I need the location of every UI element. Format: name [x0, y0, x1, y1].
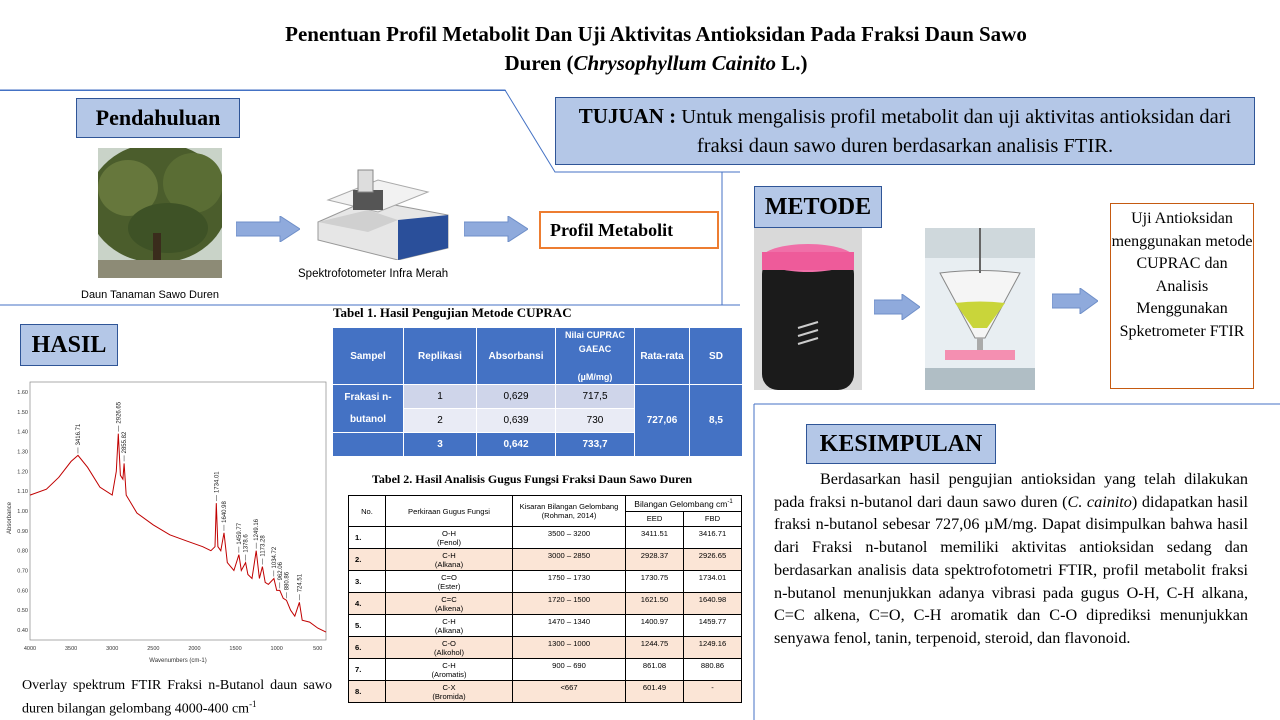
peak-label: 2926.65 — [116, 401, 123, 424]
gugus-sub: (Bromida) — [432, 691, 466, 701]
spectrum-x-axis-label: Wavenumbers (cm-1) — [149, 658, 207, 664]
instrument-caption: Spektrofotometer Infra Merah — [298, 268, 449, 280]
x-tick-label: 3500 — [64, 646, 78, 652]
table-cell: 1621.50 — [626, 593, 684, 615]
mean-cell: 727,06 — [635, 385, 690, 457]
arrow-right-icon — [874, 294, 920, 320]
table-row — [349, 615, 742, 637]
tujuan-label: TUJUAN : — [578, 104, 677, 128]
gugus-sub: (Fenol) — [436, 537, 462, 547]
table-cell: 3500 – 3200 — [513, 527, 626, 549]
gugus-label: C-H — [442, 616, 456, 626]
pendahuluan-header: Pendahuluan — [76, 98, 240, 138]
table-row — [349, 681, 742, 703]
table-cell: 733,7 — [556, 433, 635, 457]
table-header: Perkiraan Gugus Fungsi — [386, 496, 513, 527]
table-cell: 1244.75 — [626, 637, 684, 659]
table-cell: 7. — [349, 659, 386, 681]
tujuan-text: Untuk mengalisis profil metabolit dan uji aktivitas antioksidan dari fraksi daun sawo duren berdasarkan analisis FTIR. — [676, 106, 1232, 157]
table-cell: 4. — [349, 593, 386, 615]
sd-cell: 8,5 — [690, 385, 743, 457]
table-cell: 1 — [404, 385, 477, 409]
x-tick-label: 2500 — [147, 646, 160, 652]
y-tick-label: 0.60 — [17, 588, 28, 595]
jar-illustration — [754, 228, 862, 390]
table-row — [349, 549, 742, 571]
x-tick-label: 3000 — [106, 646, 119, 652]
peak-label: 724.51 — [297, 573, 304, 593]
table-cell: 1459.77 — [684, 615, 742, 637]
table-cell: 0,629 — [477, 385, 556, 409]
profil-metabolit-box: Profil Metabolit — [539, 211, 719, 249]
table-cell — [386, 615, 513, 637]
table-cell: 3. — [349, 571, 386, 593]
title-line-1: Penentuan Profil Metabolit Dan Uji Aktivitas Antioksidan Pada Fraksi Daun Sawo — [285, 22, 1027, 46]
table-cell: 1249.16 — [684, 637, 742, 659]
y-tick-label: 1.20 — [17, 469, 28, 476]
table-cell: 1400.97 — [626, 615, 684, 637]
table-cell: 861.08 — [626, 659, 684, 681]
gugus-label: C=O — [441, 572, 457, 582]
x-tick-label: 500 — [313, 646, 323, 652]
table-cell: 900 – 690 — [513, 659, 626, 681]
y-tick-label: 0.90 — [17, 528, 28, 535]
peak-label: 962.06 — [277, 562, 284, 581]
table-cell: 3000 – 2850 — [513, 549, 626, 571]
funnel-illustration — [925, 228, 1035, 390]
y-tick-label: 1.30 — [17, 449, 28, 456]
y-tick-label: 1.00 — [17, 509, 28, 515]
gugus-sub: (Alkana) — [434, 625, 464, 635]
table-header: Rata-rata — [635, 328, 690, 385]
spectrum-y-axis-label: Absorbance — [7, 501, 13, 535]
peak-label: 1459.77 — [236, 522, 243, 545]
table-cell: 730 — [556, 409, 635, 433]
table-header-row — [349, 496, 742, 512]
table-cell: 1640.98 — [684, 593, 742, 615]
hasil-header: HASIL — [20, 324, 118, 366]
table-row — [349, 637, 742, 659]
table-header: Sampel — [333, 328, 404, 385]
y-tick-label: 1.40 — [17, 429, 28, 436]
table-cell: 2928.37 — [626, 549, 684, 571]
ir-instrument-photo — [308, 160, 458, 260]
y-tick-label: 1.60 — [17, 389, 28, 396]
arrow-right-icon — [1052, 288, 1098, 314]
table-cell: 601.49 — [626, 681, 684, 703]
table1-title: Tabel 1. Hasil Pengujian Metode CUPRAC — [333, 305, 572, 320]
table-header: Nilai CUPRAC GAEAC (µM/mg) — [556, 328, 635, 385]
tree-photo — [98, 148, 222, 278]
table-header: EED — [626, 511, 684, 527]
table-header: Replikasi — [404, 328, 477, 385]
table-cell: 3 — [404, 433, 477, 457]
y-tick-label: 0.40 — [17, 628, 28, 635]
table-cell — [386, 527, 513, 549]
table-cell: 0,642 — [477, 433, 556, 457]
table-cell: 6. — [349, 637, 386, 659]
gugus-fungsi-table — [348, 495, 742, 703]
gugus-label: C-H — [442, 550, 456, 560]
tree-caption: Daun Tanaman Sawo Duren — [81, 289, 219, 301]
tujuan-box — [555, 97, 1255, 165]
peak-label: 2855.82 — [122, 431, 129, 454]
x-tick-label: 2000 — [188, 646, 201, 652]
x-tick-label: 1000 — [270, 646, 283, 652]
table-cell: 717,5 — [556, 385, 635, 409]
table-cell: 1720 – 1500 — [513, 593, 626, 615]
table-row — [349, 593, 742, 615]
gugus-label: O-H — [442, 528, 456, 538]
table-cell: 1750 – 1730 — [513, 571, 626, 593]
table-cell — [386, 593, 513, 615]
table-header: No. — [349, 496, 386, 527]
table-cell: 880.86 — [684, 659, 742, 681]
kesimpulan-text: Berdasarkan hasil pengujian antioksidan yang telah dilakukan pada fraksi n-butanol dari daun sawo duren (C. cainito) didapatkan hasil fraksi n-butanol sebesar 727,06 µM/mg. Dapat disimpulkan bahwa hasil dari Fraksi n-butanol memiliki aktivitas antioksidan sedang dan berdasarkan analisis data spektrofotometri FTIR, profil metabolit fraksi n-butanol menunjukkan adanya vibrasi pada gugus O-H, C-H alkana, C=C alkena, C=O, C-H aromatik dan C-O diprediksi menunjukkan senyawa fenol, tanin, terpenoid, steroid, dan flavonoid. — [774, 470, 1249, 647]
y-tick-label: 0.80 — [17, 548, 28, 555]
cuprac-table — [332, 327, 743, 457]
arrow-right-icon — [236, 216, 300, 242]
peak-label: 1173.28 — [260, 535, 267, 557]
table-cell — [333, 433, 404, 457]
x-tick-label: 4000 — [23, 646, 37, 652]
table-header-row — [333, 328, 743, 385]
table-cell: 1. — [349, 527, 386, 549]
x-tick-label: 1500 — [229, 646, 242, 652]
table-cell: 1300 – 1000 — [513, 637, 626, 659]
gugus-sub: (Alkohol) — [434, 647, 464, 657]
peak-label: 880.86 — [284, 571, 291, 591]
ftir-spectrum-chart — [2, 378, 330, 672]
table-header: SD — [690, 328, 743, 385]
table-row — [333, 385, 743, 409]
table-header: Bilangan Gelombang $cm^{-1}$ — [626, 496, 742, 512]
sample-cell: Frakasi n-butanol — [333, 385, 404, 433]
gugus-sub: (Alkena) — [434, 603, 464, 613]
table-header: Kisaran Bilangan Gelombang (Rohman, 2014) — [513, 496, 626, 527]
table-cell: 5. — [349, 615, 386, 637]
table-cell — [386, 571, 513, 593]
y-tick-label: 0.50 — [17, 608, 28, 615]
spectrometer-illustration — [308, 160, 458, 260]
table-cell: 8. — [349, 681, 386, 703]
peak-label: 3416.71 — [75, 423, 82, 446]
table2-title: Tabel 2. Hasil Analisis Gugus Fungsi Fraksi Daun Sawo Duren — [372, 472, 693, 486]
peak-label: 1249.16 — [254, 518, 261, 541]
table-header: FBD — [684, 511, 742, 527]
table-cell — [386, 637, 513, 659]
peak-label: 1034.72 — [271, 546, 278, 569]
gugus-sub: (Ester) — [437, 581, 461, 591]
peak-label: 1378.6 — [243, 534, 250, 553]
peak-label: 1734.01 — [214, 471, 221, 494]
table-cell — [386, 659, 513, 681]
peak-label: 1640.98 — [221, 501, 228, 523]
gugus-label: C-H — [442, 660, 456, 670]
table-cell: 3416.71 — [684, 527, 742, 549]
table-row — [349, 659, 742, 681]
kesimpulan-header: KESIMPULAN — [806, 424, 996, 464]
table-cell: <667 — [513, 681, 626, 703]
gugus-label: C-X — [442, 682, 456, 692]
table-cell: 2. — [349, 549, 386, 571]
spectrum-caption: Overlay spektrum FTIR Fraksi n-Butanol daun sawo duren bilangan gelombang 4000-400 $cm^{-1}$ — [22, 678, 332, 717]
table-row — [349, 527, 742, 549]
table-header: Absorbansi — [477, 328, 556, 385]
table-cell — [386, 549, 513, 571]
table-cell: 1730.75 — [626, 571, 684, 593]
extract-jar-photo — [754, 228, 862, 390]
metode-header: METODE — [754, 186, 882, 228]
table-cell — [386, 681, 513, 703]
table-cell: 1734.01 — [684, 571, 742, 593]
table-cell: 1470 – 1340 — [513, 615, 626, 637]
y-tick-label: 1.10 — [17, 489, 28, 496]
gugus-sub: (Alkana) — [434, 559, 464, 569]
table-cell: - — [684, 681, 742, 703]
y-tick-label: 0.70 — [17, 568, 28, 575]
title-line-2: Duren (Chrysophyllum Cainito L.) — [504, 51, 808, 75]
table-cell: 3411.51 — [626, 527, 684, 549]
table-cell: 2926.65 — [684, 549, 742, 571]
tree-illustration — [98, 148, 222, 278]
separatory-funnel-photo — [925, 228, 1035, 390]
arrow-right-icon — [464, 216, 528, 242]
gugus-label: C=C — [441, 594, 457, 604]
y-tick-label: 1.50 — [17, 409, 28, 416]
gugus-label: C-O — [442, 638, 456, 648]
table-row — [349, 571, 742, 593]
gugus-sub: (Aromatis) — [431, 669, 467, 679]
table-cell: 0,639 — [477, 409, 556, 433]
uji-antioksidan-box: Uji Antioksidan menggunakan metode CUPRAC dan Analisis Menggunakan Spketrometer FTIR — [1110, 203, 1254, 389]
table-cell: 2 — [404, 409, 477, 433]
